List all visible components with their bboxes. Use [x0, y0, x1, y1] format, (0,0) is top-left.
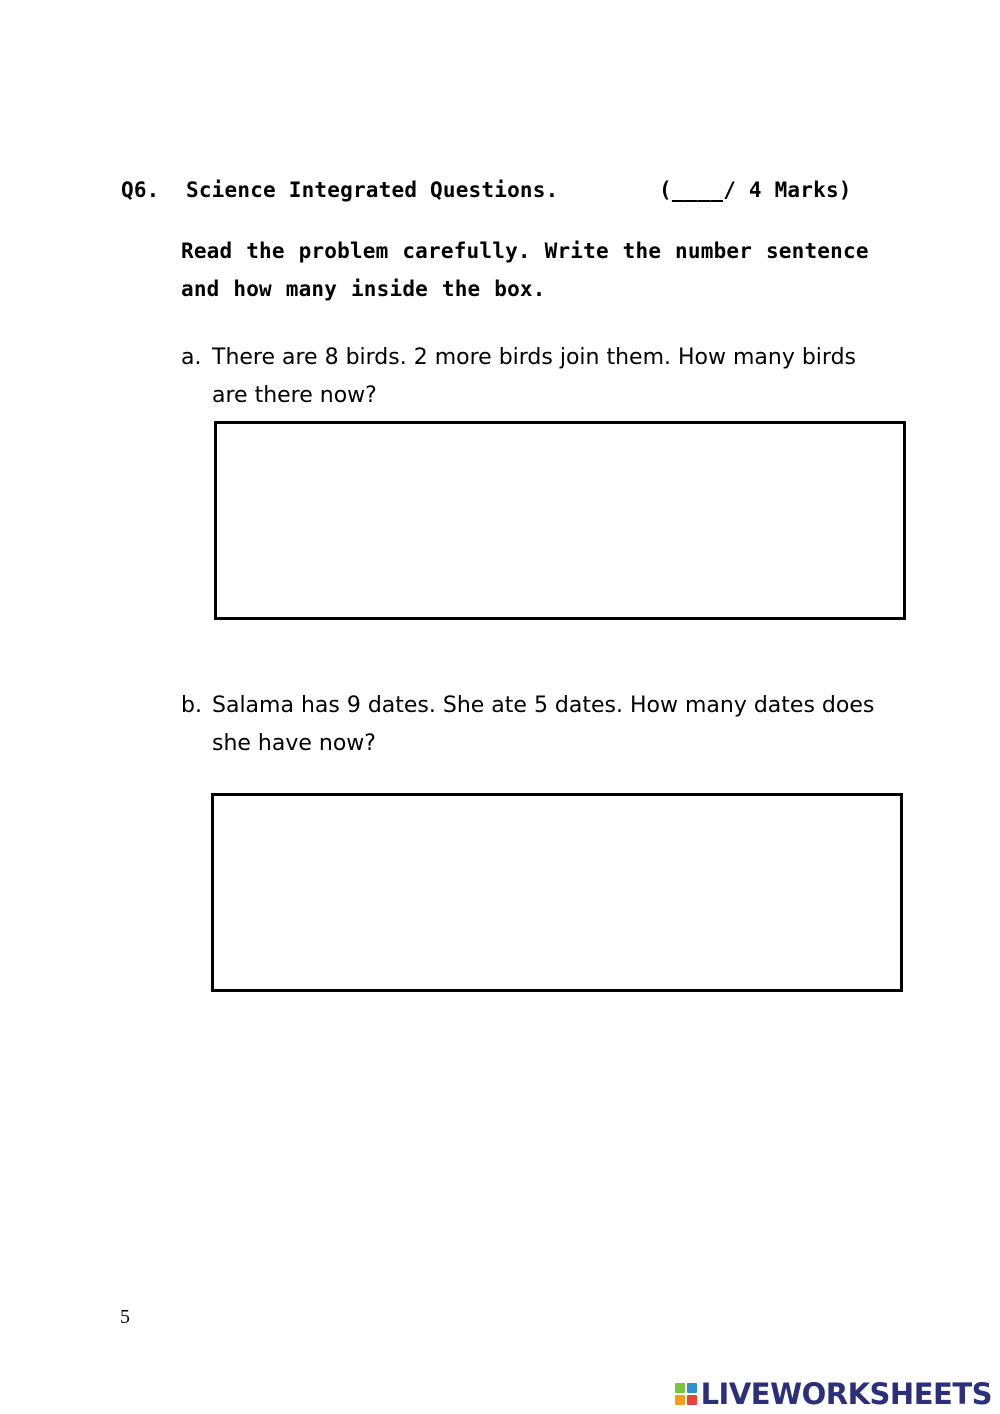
liveworksheets-icon — [675, 1383, 697, 1405]
liveworksheets-logo — [675, 1374, 992, 1414]
brand-name: LIVEWORKSHEETS — [700, 1377, 992, 1411]
page-number: 5 — [120, 1306, 130, 1328]
item-a-line1: There are 8 birds. 2 more birds join them. How many birds — [212, 345, 857, 370]
question-title: Science Integrated Questions. — [186, 178, 559, 202]
item-a-line2: are there now? — [212, 383, 377, 408]
answer-box-b[interactable] — [211, 793, 903, 992]
answer-box-a[interactable] — [214, 421, 906, 620]
marks-field: (____/ 4 Marks) — [659, 178, 852, 202]
item-a-letter: a. — [181, 345, 202, 370]
instructions-text: Read the problem carefully. Write the number sentence and how many inside the box. — [181, 239, 869, 301]
item-b-line1: Salama has 9 dates. She ate 5 dates. How many dates does — [212, 693, 875, 718]
item-b-letter: b. — [181, 693, 202, 718]
item-b-line2: she have now? — [212, 731, 376, 756]
question-number: Q6. — [121, 178, 160, 202]
